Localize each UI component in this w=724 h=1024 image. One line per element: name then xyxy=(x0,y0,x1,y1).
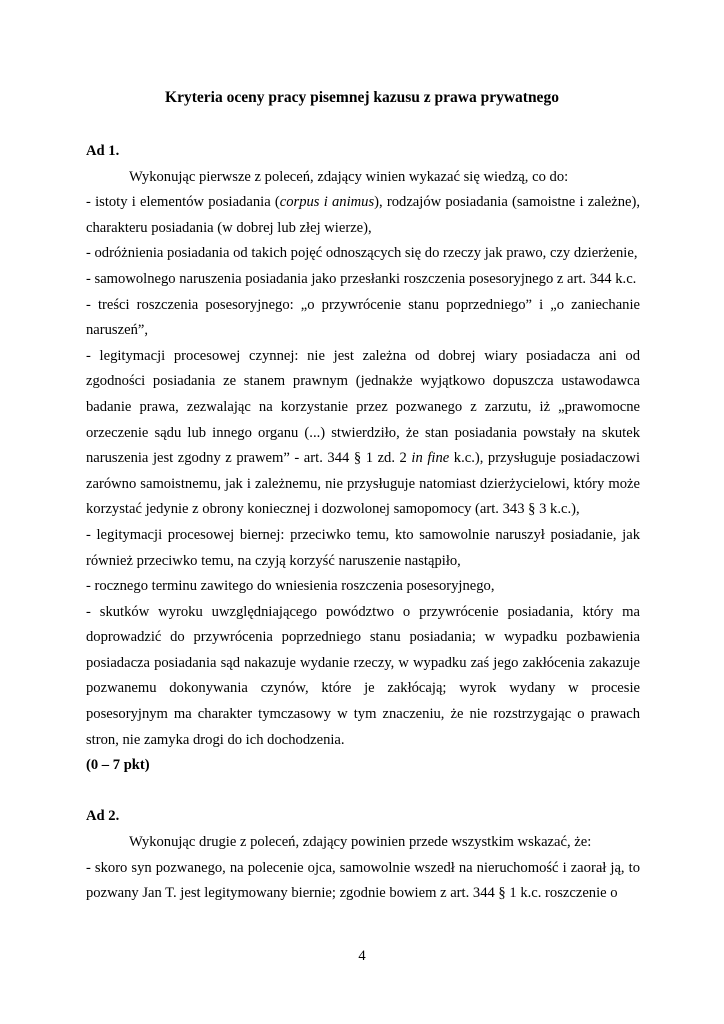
item-text: - istoty i elementów posiadania ( xyxy=(86,194,280,211)
points-ad1: (0 – 7 pkt) xyxy=(86,757,150,774)
list-item: - skoro syn pozwanego, na polecenie ojca, samowolnie wszedł na nieruchomość i zaorał ją, to pozwany Jan T. jest legitymowany biernie; zgodnie bowiem z art. 344 § 1 k.c. roszczenie o xyxy=(86,859,640,902)
item-text: ), rodzajów posiadania (samoistne i zależne), charakteru posiadania (w dobrej lub złej wierze), xyxy=(86,194,640,236)
document-body xyxy=(86,139,640,907)
list-item xyxy=(86,190,640,241)
section-heading-ad1: Ad 1. xyxy=(86,143,120,159)
list-item: - rocznego terminu zawitego do wniesienia roszczenia posesoryjnego, xyxy=(86,578,495,595)
section-heading-ad2: Ad 2. xyxy=(86,808,120,825)
item-emphasis: corpus i animus xyxy=(279,194,375,211)
item-emphasis: in fine xyxy=(411,450,450,467)
section-intro-ad1: Wykonując pierwsze z poleceń, zdający winien wykazać się wiedzą, co do: xyxy=(129,168,569,185)
list-item: - odróżnienia posiadania od takich pojęć odnoszących się do rzeczy jak prawo, czy dzierżenie, xyxy=(86,245,638,262)
item-text: - legitymacji procesowej czynnej: nie jest zależna od dobrej wiary posiadacza ani od zgodności posiadania ze stanem prawnym (jednakże wyjątkowo dopuszcza ustawodawca badanie prawa, zezwalając na korzystanie przez pozwanego z zarzutu, iż „prawomocne orzeczenie sądu lub innego organu (...) stwierdziło, że stan posiadania powstały na skutek naruszenia jest zgodny z prawem” - art. 344 § 1 zd. 2 xyxy=(86,347,640,467)
list-item: - treści roszczenia posesoryjnego: „o przywrócenie stanu poprzedniego” i „o zaniechanie naruszeń”, xyxy=(86,296,640,339)
document-title: Kryteria oceny pracy pisemnej kazusu z prawa prywatnego xyxy=(165,89,559,106)
list-item: - legitymacji procesowej biernej: przeciwko temu, kto samowolnie naruszył posiadanie, jak również przeciwko temu, na czyją korzyść naruszenie nastąpiło, xyxy=(86,526,640,569)
page-number: 4 xyxy=(358,948,366,964)
list-item: - samowolnego naruszenia posiadania jako przesłanki roszczenia posesoryjnego z art. 344 k.c. xyxy=(86,270,637,287)
item-text: k.c.), przysługuje posiadaczowi zarówno samoistnemu, jak i zależnemu, nie przysługuje natomiast dzierżycielowi, który może korzystać jedynie z obrony koniecznej i dozwolonej samopomocy (art. 343 § 3 k.c.), xyxy=(86,450,640,518)
section-spacer xyxy=(86,779,640,805)
list-item xyxy=(86,344,640,523)
section-intro-ad2: Wykonując drugie z poleceń, zdający powinien przede wszystkim wskazać, że: xyxy=(129,834,592,851)
list-item: - skutków wyroku uwzględniającego powództwo o przywrócenie posiadania, który ma doprowadzić do przywrócenia poprzedniego stanu posiadania; w wypadku pozbawienia posiadacza posiadania sąd nakazuje wydanie rzeczy, w wypadku zaś jego zakłócenia zakazuje pozwanemu dokonywania czynów, które je zakłócają; wyrok wydany w procesie posesoryjnym ma charakter tymczasowy w tym znaczeniu, że nie rozstrzygając o prawach stron, nie zamyka drogi do ich dochodzenia. xyxy=(86,603,640,748)
